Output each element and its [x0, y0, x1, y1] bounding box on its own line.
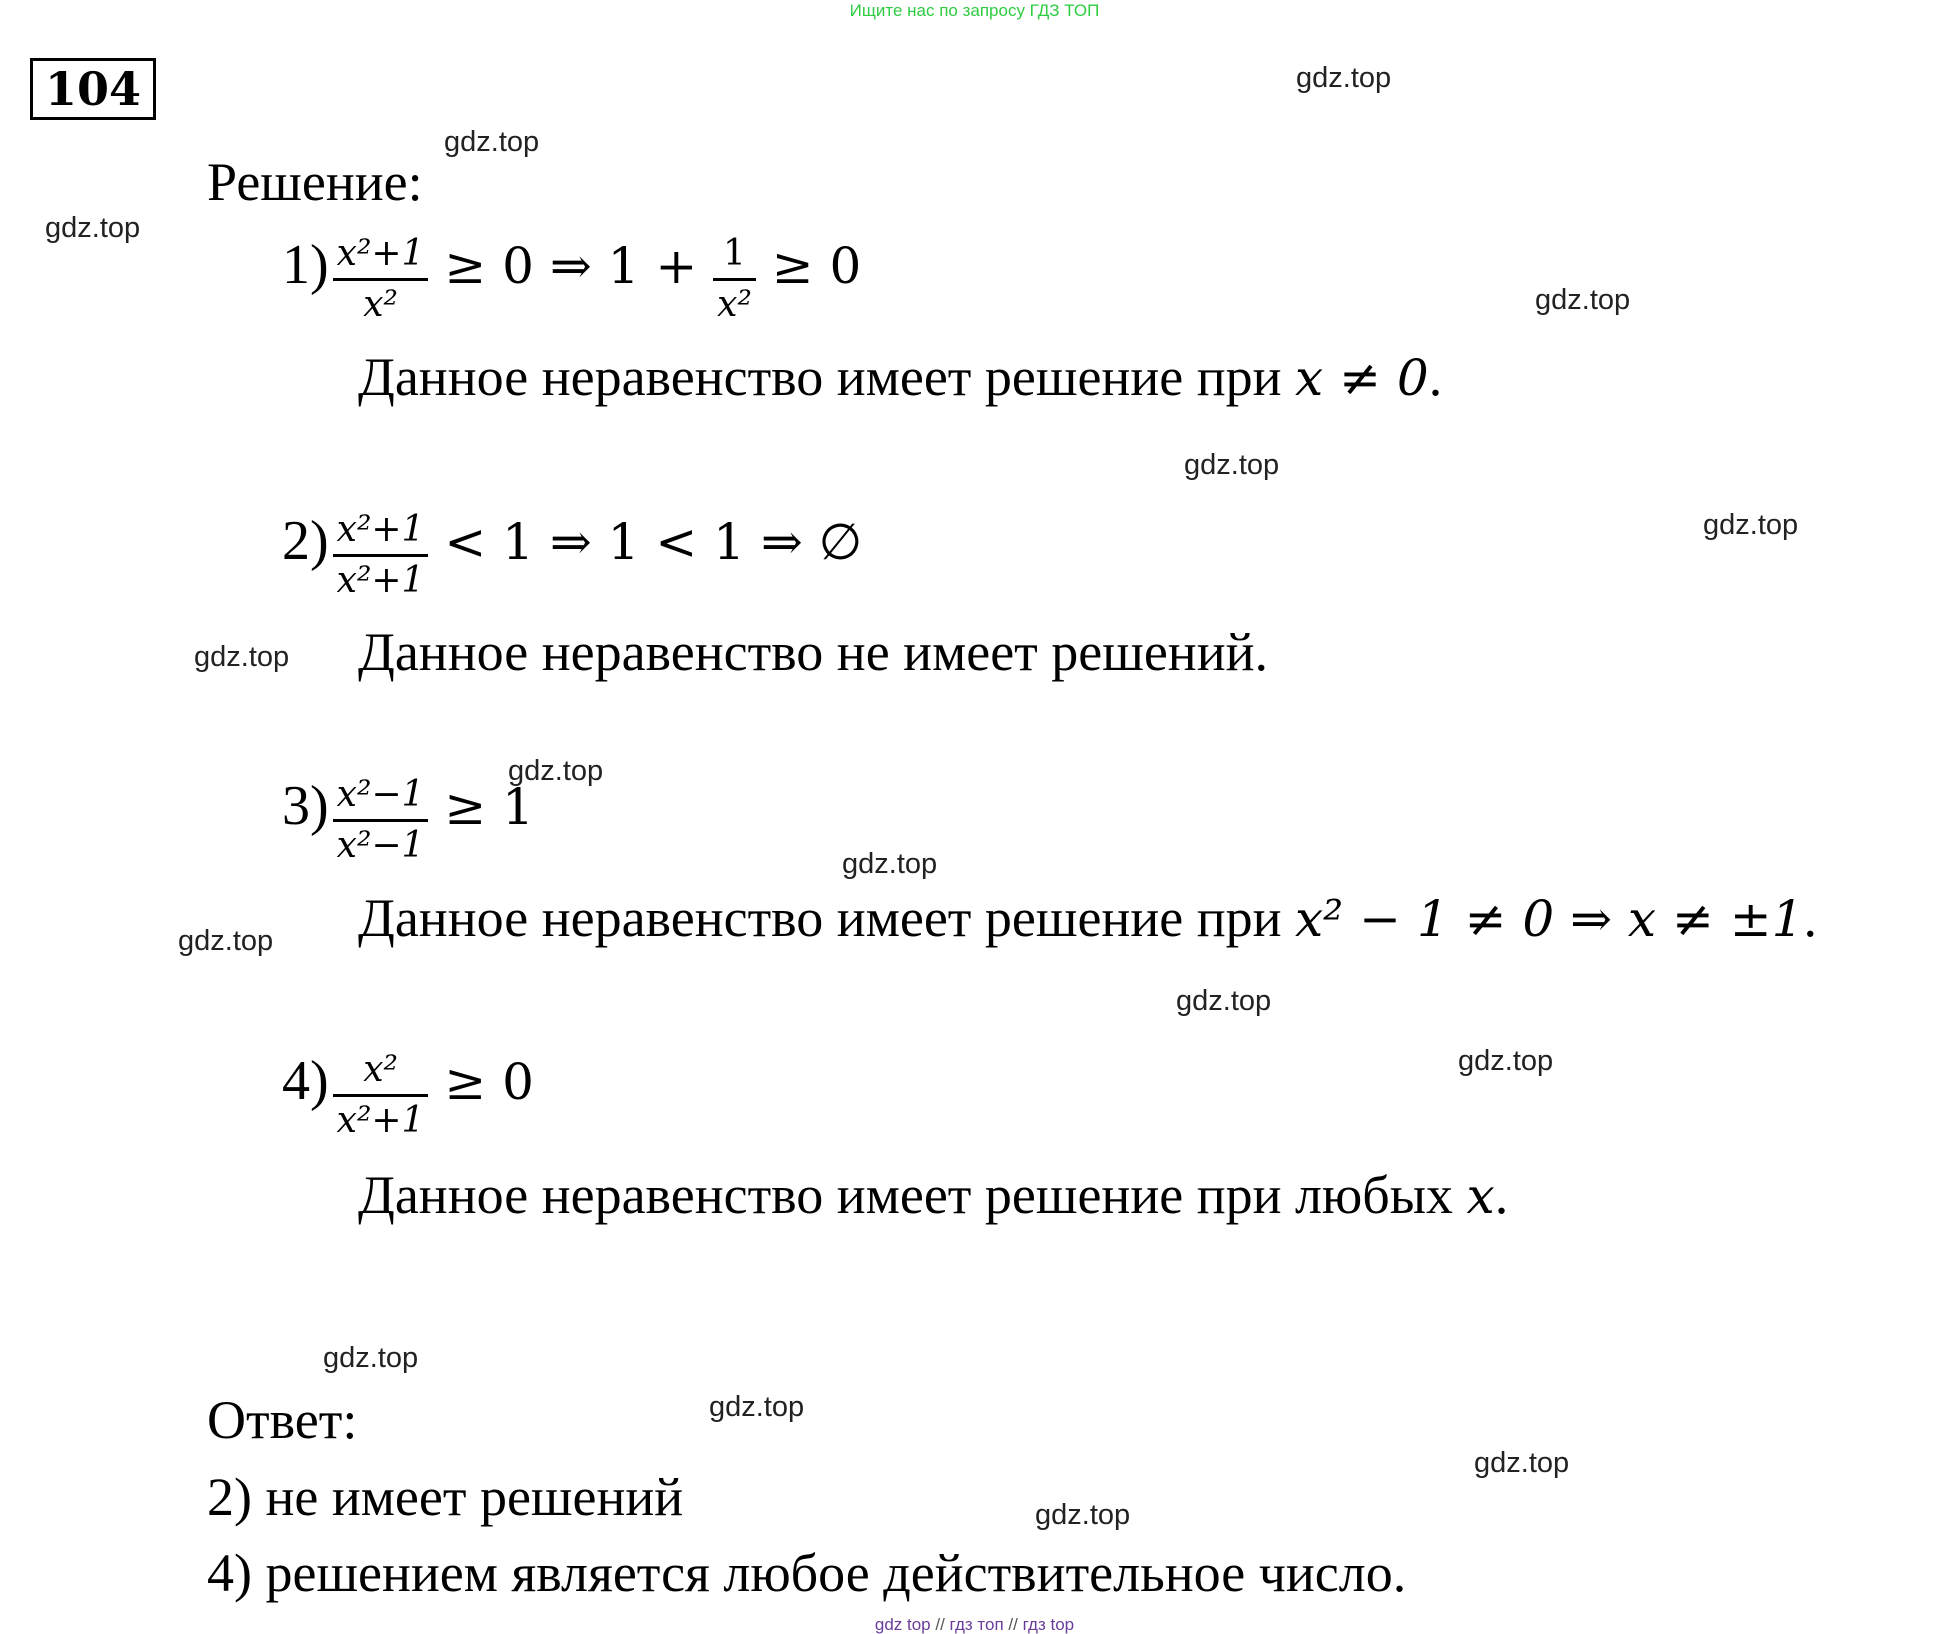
watermark: gdz.top	[1176, 985, 1272, 1017]
watermark: gdz.top	[709, 1391, 805, 1423]
watermark: gdz.top	[1474, 1447, 1570, 1479]
watermark: gdz.top	[1458, 1045, 1554, 1077]
watermark: gdz.top	[1296, 62, 1392, 94]
item-1-fraction-2: $\frac{1}{\text{x²}}$	[713, 232, 756, 327]
watermark: gdz.top	[1184, 449, 1280, 481]
watermark: gdz.top	[1703, 509, 1799, 541]
item-1-label: 1)	[282, 234, 329, 297]
task-number: 104	[30, 58, 156, 120]
watermark: gdz.top	[323, 1342, 419, 1374]
solution-heading: Решение:	[207, 152, 423, 212]
answer-line-2: 4) решением является любое действительное число.	[207, 1543, 1407, 1603]
item-4-formula: 4) $\frac{\text{x²}}{\text{x²+1}}$ ≥ 0	[282, 1049, 534, 1141]
item-4-label: 4)	[282, 1050, 329, 1113]
watermark: gdz.top	[194, 641, 290, 673]
item-1-fraction: $\frac{\text{x²+1}}{\text{x²}}$	[333, 232, 429, 327]
item-1-text: Данное неравенство имеет решение при x ≠ 0.	[358, 347, 1443, 407]
watermark: gdz.top	[842, 848, 938, 880]
answer-line-1: 2) не имеет решений	[207, 1467, 684, 1527]
item-2-formula: 2) $\frac{\text{x²+1}}{\text{x²+1}}$ < 1 ⇒ 1 < 1 ⇒ ∅	[282, 509, 863, 601]
item-3-label: 3)	[282, 775, 329, 838]
item-3-text: Данное неравенство имеет решение при x² − 1 ≠ 0 ⇒ x ≠ ±1.	[358, 888, 1817, 948]
watermark: gdz.top	[444, 126, 540, 158]
item-3-fraction: $\frac{\text{x²−1}}{\text{x²−1}}$	[333, 773, 429, 868]
watermark: gdz.top	[45, 212, 141, 244]
top-banner[interactable]: Ищите нас по запросу ГДЗ ТОП	[849, 1, 1100, 20]
bottom-banner[interactable]: gdz top // гдз топ // гдз top	[874, 1615, 1075, 1634]
watermark: gdz.top	[1535, 284, 1631, 316]
item-2-text: Данное неравенство не имеет решений.	[358, 622, 1268, 682]
item-2-fraction: $\frac{\text{x²+1}}{\text{x²+1}}$	[333, 508, 429, 603]
watermark: gdz.top	[1035, 1499, 1131, 1531]
item-2-label: 2)	[282, 510, 329, 573]
watermark: gdz.top	[508, 755, 604, 787]
item-4-fraction: $\frac{\text{x²}}{\text{x²+1}}$	[333, 1048, 429, 1143]
item-4-text: Данное неравенство имеет решение при любых x.	[358, 1165, 1509, 1225]
watermark: gdz.top	[178, 925, 274, 957]
item-1-formula: 1) $\frac{\text{x²+1}}{\text{x²}}$ ≥ 0 ⇒ 1 + $\frac{1}{\text{x²}}$ ≥ 0	[282, 233, 862, 325]
item-3-formula: 3) $\frac{\text{x²−1}}{\text{x²−1}}$ ≥ 1	[282, 774, 534, 866]
answer-heading: Ответ:	[207, 1390, 358, 1450]
